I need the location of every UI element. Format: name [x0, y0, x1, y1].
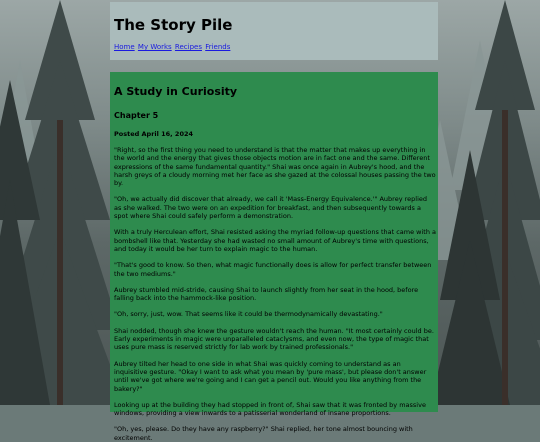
story-paragraph: "Oh, yes, please. Do they have any raspberry?" Shai replied, her tone almost bouncing with excitement. [114, 425, 413, 442]
story-paragraph: "Right, so the first thing you need to understand is that the matter that makes up everything in the world and the energy that gives those objects motion are in fact one and the same. Different expressions of the same fundamental quantity." Shai was once again in Aubrey's hood, and the harsh greys of a cloudy morning met her face as she gazed at the colossal houses passing the two by. [114, 146, 436, 188]
nav-link-home[interactable]: Home [114, 43, 135, 51]
story-paragraph: "Oh, we actually did discover that already, we call it 'Mass-Energy Equivalence.'" Aubrey replied as she walked. The two were on an expedition for breakfast, and then subsequently towards a spot where Shai could safely perform a demonstration. [114, 195, 427, 221]
main-nav [114, 43, 231, 51]
nav-link-recipes[interactable]: Recipes [174, 43, 202, 51]
story-paragraph: With a truly Herculean effort, Shai resisted asking the myriad follow-up questions that came with a bombshell like that. Yesterday she had wasted no small amount of Aubrey's time with questions, and today it would be her turn to explain magic to the human. [114, 228, 437, 253]
story-paragraph: Aubrey stumbled mid-stride, causing Shai to launch slightly from her seat in the hood, before falling back into the hammock-like position. [114, 285, 419, 303]
story-content [110, 72, 438, 442]
story-paragraph: Looking up at the building they had stopped in front of, Shai saw that it was fronted by massive windows, providing a view inwards to a patisserial wonderland of insane proportions. [114, 400, 426, 418]
story-paragraph: "Oh, sorry, just, wow. That seems like it could be thermodynamically devastating." [114, 310, 383, 319]
site-title: The Story Pile [114, 16, 233, 34]
nav-link-my-works[interactable]: My Works [137, 43, 172, 51]
story-paragraph: Shai nodded, though she knew the gesture wouldn't reach the human. "It most certainly could be. Early experiments in magic were unparalleled cataclysms, and even now, the type of magic that uses pure mass is reserved strictly for lab work by trained professionals." [114, 326, 434, 352]
story-title: A Study in Curiosity [114, 85, 238, 98]
story-paragraph: "That's good to know. So then, what magic functionally does is allow for perfect transfer between the two mediums." [114, 261, 432, 278]
story-paragraph: Aubrey tilted her head to one side in what Shai was quickly coming to understand as an inquisitive gesture. "Okay I want to ask what you mean by 'pure mass', but please don't answer until we've got where we're going and I can get a pencil out. Would you like anything from the bakery?" [114, 359, 427, 393]
chapter-heading: Chapter 5 [114, 111, 159, 120]
site-header [110, 2, 438, 60]
nav-link-friends[interactable]: Friends [205, 43, 231, 51]
posted-date: Posted April 16, 2024 [114, 130, 194, 138]
